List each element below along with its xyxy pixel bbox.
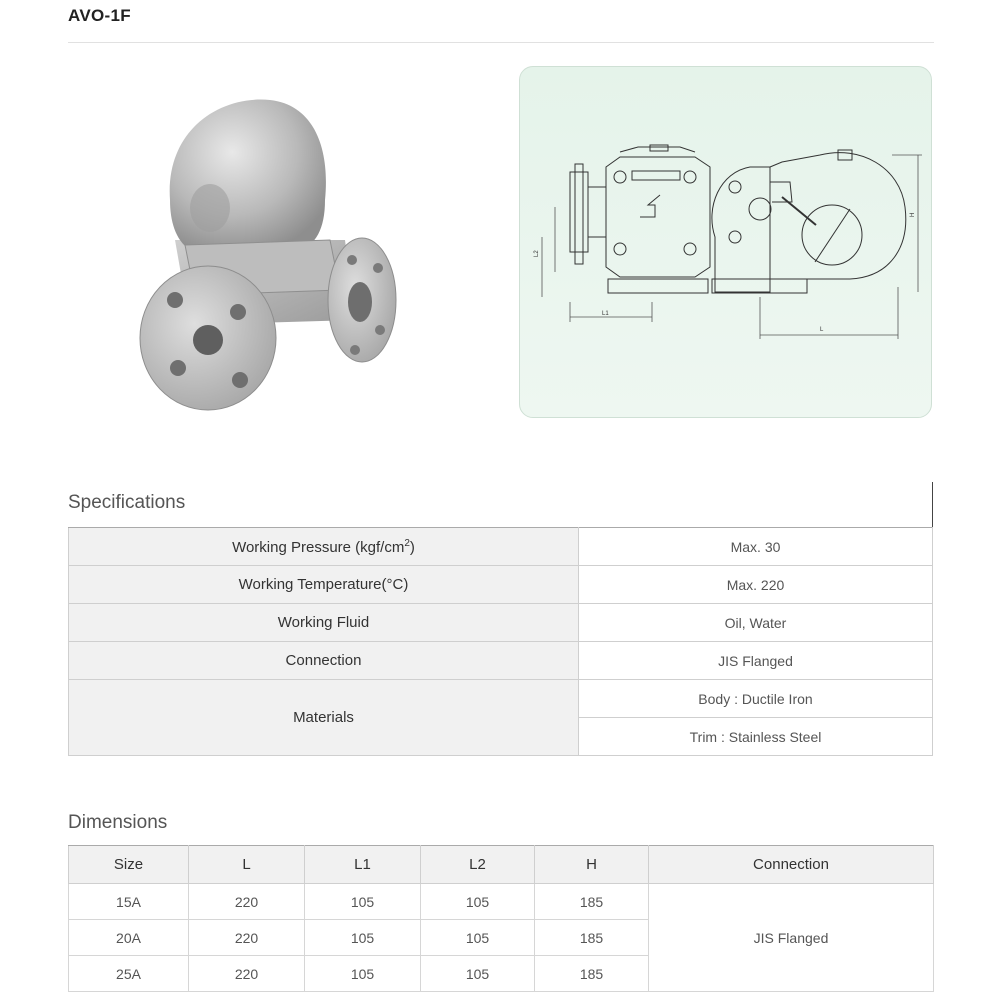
table-row bbox=[69, 528, 933, 566]
table-row bbox=[69, 566, 933, 604]
table-cell: 105 bbox=[305, 956, 421, 992]
table-row bbox=[69, 604, 933, 642]
technical-drawing bbox=[520, 67, 931, 417]
column-header: Size bbox=[69, 846, 189, 884]
table-cell: 185 bbox=[535, 956, 649, 992]
table-row bbox=[69, 884, 934, 920]
column-header: H bbox=[535, 846, 649, 884]
spec-value: Oil, Water bbox=[579, 604, 933, 642]
table-cell: 220 bbox=[189, 956, 305, 992]
table-cell: 105 bbox=[421, 884, 535, 920]
technical-drawing-panel bbox=[519, 66, 932, 418]
table-cell: 20A bbox=[69, 920, 189, 956]
spec-value: Max. 30 bbox=[579, 528, 933, 566]
dim-label-l1: L1 bbox=[602, 311, 609, 317]
dim-label-h: H bbox=[910, 212, 916, 217]
table-cell: 105 bbox=[305, 920, 421, 956]
spec-label: Connection bbox=[69, 642, 579, 680]
column-header: L1 bbox=[305, 846, 421, 884]
table-cell: 185 bbox=[535, 884, 649, 920]
column-header: L bbox=[189, 846, 305, 884]
spec-value: Max. 220 bbox=[579, 566, 933, 604]
table-cell: 220 bbox=[189, 920, 305, 956]
spec-value: Body : Ductile Iron bbox=[579, 680, 933, 718]
spec-label: Materials bbox=[69, 680, 579, 756]
table-cell: 220 bbox=[189, 884, 305, 920]
specifications-heading: Specifications bbox=[68, 492, 186, 513]
table-cell: 185 bbox=[535, 920, 649, 956]
spec-label: Working Temperature(°C) bbox=[69, 566, 579, 604]
product-photo bbox=[130, 90, 410, 420]
table-header-row bbox=[69, 846, 934, 884]
connection-cell: JIS Flanged bbox=[649, 884, 934, 992]
dimensions-heading: Dimensions bbox=[68, 812, 168, 833]
spec-value: JIS Flanged bbox=[579, 642, 933, 680]
front-view-flange bbox=[570, 172, 588, 252]
title-divider bbox=[68, 42, 934, 43]
dimensions-table bbox=[68, 845, 934, 992]
column-header: Connection bbox=[649, 846, 934, 884]
dim-label-l: L bbox=[820, 327, 824, 333]
spec-label: Working Pressure $(kgf/cm^2)$ bbox=[69, 528, 579, 566]
table-row bbox=[69, 680, 933, 718]
table-cell: 105 bbox=[421, 920, 535, 956]
column-header: L2 bbox=[421, 846, 535, 884]
table-cell: 105 bbox=[421, 956, 535, 992]
table-cell: 105 bbox=[305, 884, 421, 920]
product-title: AVO-1F bbox=[68, 6, 131, 25]
specifications-table bbox=[68, 527, 933, 756]
spec-value: Trim : Stainless Steel bbox=[579, 718, 933, 756]
spec-label: Working Fluid bbox=[69, 604, 579, 642]
table-row bbox=[69, 642, 933, 680]
table-cell: 15A bbox=[69, 884, 189, 920]
table-cell: 25A bbox=[69, 956, 189, 992]
dim-label-l2: L2 bbox=[534, 250, 540, 257]
